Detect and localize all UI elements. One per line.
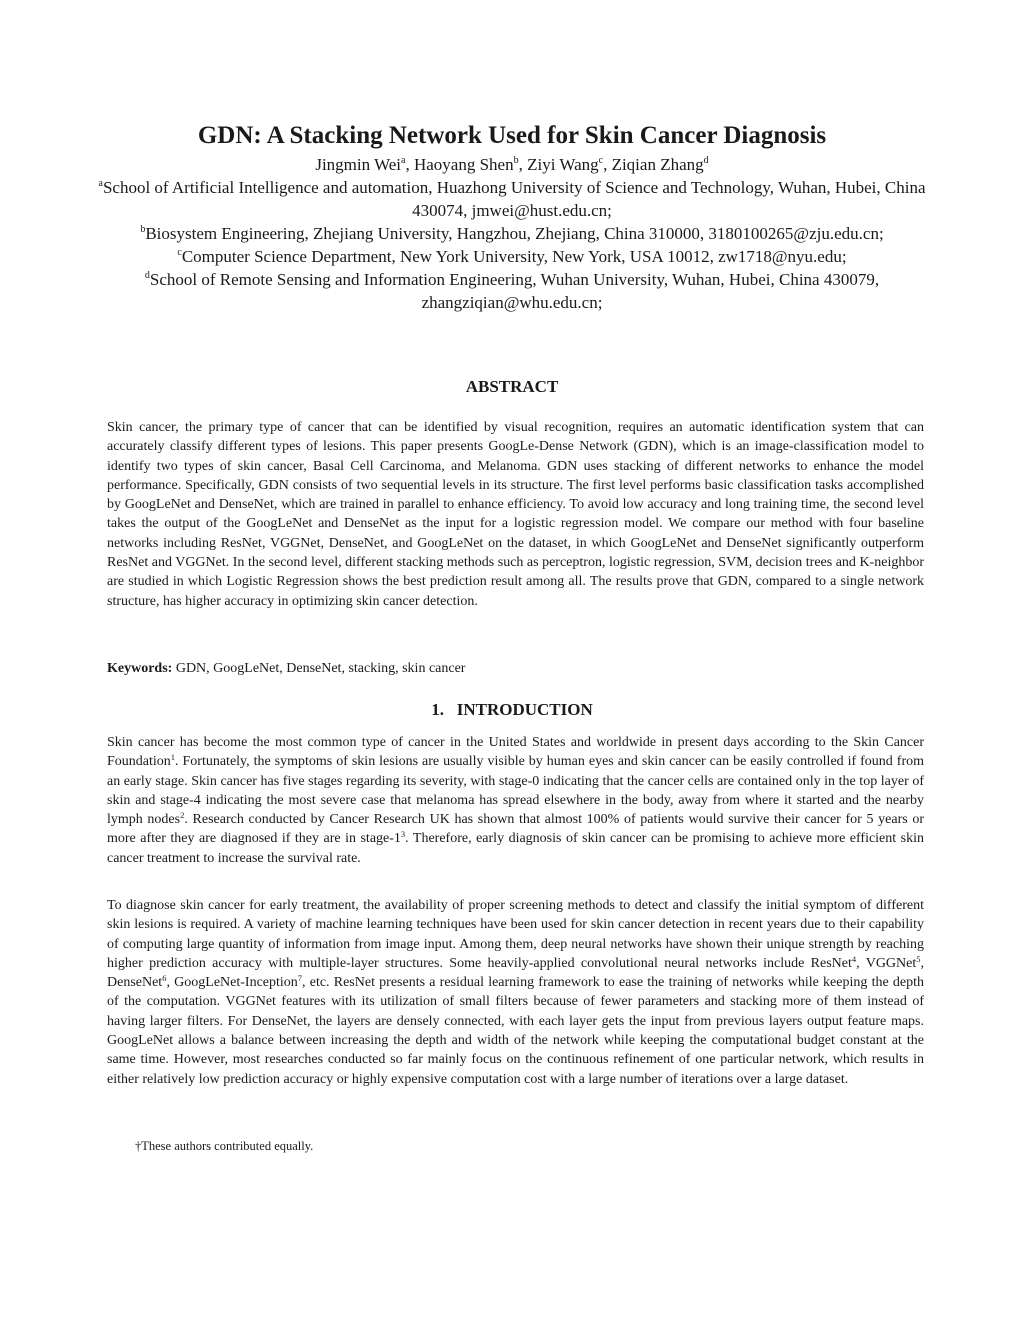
citation-ref: 2: [180, 810, 185, 821]
author-name: Ziyi Wang: [527, 155, 599, 174]
introduction-paragraph: To diagnose skin cancer for early treatment, the availability of proper screening methods to detect and classify the initial symptom of different skin lesions is required. A variety of machine learning techniques have been used for skin cancer detection in recent years due to their capability of computing large quantity of information from image input. Among them, deep neural networks have shown their unique strength by reaching higher prediction accuracy with multiple-layer structures. Some heavily-applied convolutional neural networks include ResNet$^4$, VGGNet$^5$, DenseNet$^6$, GoogLeNet-Inception$^7$, etc. ResNet presents a residual learning framework to ease the training of networks while keeping the depth of the computation. VGGNet features with its utilization of small filters because of fewer parameters and stacking more of them instead of having larger filters. For DenseNet, the layers are densely connected, with each layer gets the input from previous layers output feature maps. GoogLeNet allows a balance between increasing the depth and width of the network while keeping the computational budget constant at the same time. However, most researches conducted so far mainly focus on the continuous refinement of one particular network, which results in either relatively low prediction accuracy or highly expensive computation cost with a large number of iterations over a large dataset.: [107, 898, 925, 1087]
footnote: †These authors contributed equally.: [135, 1139, 314, 1153]
front-matter: [90, 153, 934, 314]
abstract-heading: ABSTRACT: [465, 377, 559, 396]
citation-ref: 3: [400, 829, 406, 840]
affiliation-marker: b: [513, 155, 519, 166]
affiliation-text: Computer Science Department, New York University, New York, USA 10012, zw1718@nyu.edu;: [181, 247, 847, 266]
affiliation: [90, 176, 934, 222]
affiliation-list: [90, 176, 934, 314]
affiliation-marker: d: [703, 155, 709, 166]
keywords-line: [107, 659, 924, 678]
citation-ref: 6: [162, 973, 167, 984]
paper-title: GDN: A Stacking Network Used for Skin Cancer Diagnosis: [197, 122, 827, 149]
introduction-paragraph: Skin cancer has become the most common type of cancer in the United States and worldwide in present days according to the Skin Cancer Foundation$^1$. Fortunately, the symptoms of skin lesions are usually visible by human eyes and skin cancer can be easily controlled if found from an early stage. Skin cancer has five stages regarding its severity, with stage-0 indicating that the cancer cells are contained only in the top layer of skin and stage-4 indicating the most severe case that melanoma has spread elsewhere in the body, away from where it started and the nearby lymph nodes$^2$. Research conducted by Cancer Research UK has shown that almost 100% of patients would survive their cancer for 5 years or more after they are diagnosed if they are in stage-$1^3$. Therefore, early diagnosis of skin cancer can be promising to achieve more efficient skin cancer treatment to increase the survival rate.: [107, 735, 924, 866]
affiliation: [90, 222, 934, 245]
citation-ref: 4: [851, 953, 857, 964]
affiliation-marker: d: [144, 270, 150, 281]
affiliation: [90, 245, 934, 268]
citation-ref: 1: [170, 752, 176, 763]
citation-ref: 7: [297, 973, 303, 984]
affiliation-marker: a: [98, 178, 103, 189]
affiliation-marker: b: [140, 224, 146, 235]
affiliation-text: School of Artificial Intelligence and automation, Huazhong University of Science and Technology, Wuhan, Hubei, China 430074, jmwei@hust.edu.cn;: [102, 178, 926, 220]
affiliation: [90, 268, 934, 314]
citation-ref: 5: [916, 953, 921, 964]
affiliation-text: School of Remote Sensing and Information Engineering, Wuhan University, Wuhan, Hubei, China 430079, zhangziqian@whu.edu.cn;: [149, 270, 880, 312]
author-name: Haoyang Shen: [413, 155, 514, 174]
keywords-text: GDN, GoogLeNet, DenseNet, stacking, skin cancer: [172, 661, 466, 676]
affiliation-marker: a: [401, 155, 406, 166]
author-name: Ziqian Zhang: [611, 155, 704, 174]
keywords-label: Keywords:: [107, 661, 173, 676]
affiliation-marker: c: [598, 155, 604, 166]
abstract-text: Skin cancer, the primary type of cancer that can be identified by visual recognition, requires an automatic identification system that can accurately classify different types of lesions. This paper presents GoogLe-Dense Network (GDN), which is an image-classification model to identify two types of skin cancer, Basal Cell Carcinoma, and Melanoma. GDN uses stacking of different networks to enhance the model performance. Specifically, GDN consists of two sequential levels in its structure. The first level performs basic classification tasks accomplished by GoogLeNet and DenseNet, which are trained in parallel to enhance efficiency. To avoid low accuracy and long training time, the second level takes the output of the GoogLeNet and DenseNet as the input for a logistic regression model. We compare our method with four baseline networks including ResNet, VGGNet, DenseNet, and GoogLeNet on the dataset, in which GoogLeNet and DenseNet significantly outperform ResNet and VGGNet. In the second level, different stacking methods such as perceptron, logistic regression, SVM, decision trees and K-neighbor are studied in which Logistic Regression shows the best prediction result among all. The results prove that GDN, compared to a single network structure, has higher accuracy in optimizing skin cancer detection.: [107, 420, 924, 609]
author-name: Jingmin Wei: [315, 155, 402, 174]
affiliation-marker: c: [177, 247, 182, 258]
author-list: Jingmin Wei$^a$, Haoyang Shen$^b$, Ziyi Wang$^c$, Ziqian Zhang$^d$: [315, 155, 709, 174]
affiliation-text: Biosystem Engineering, Zhejiang University, Hangzhou, Zhejiang, China 310000, 3180100265@zju.edu.cn;: [145, 224, 884, 243]
introduction-heading: 1. INTRODUCTION: [431, 700, 593, 719]
